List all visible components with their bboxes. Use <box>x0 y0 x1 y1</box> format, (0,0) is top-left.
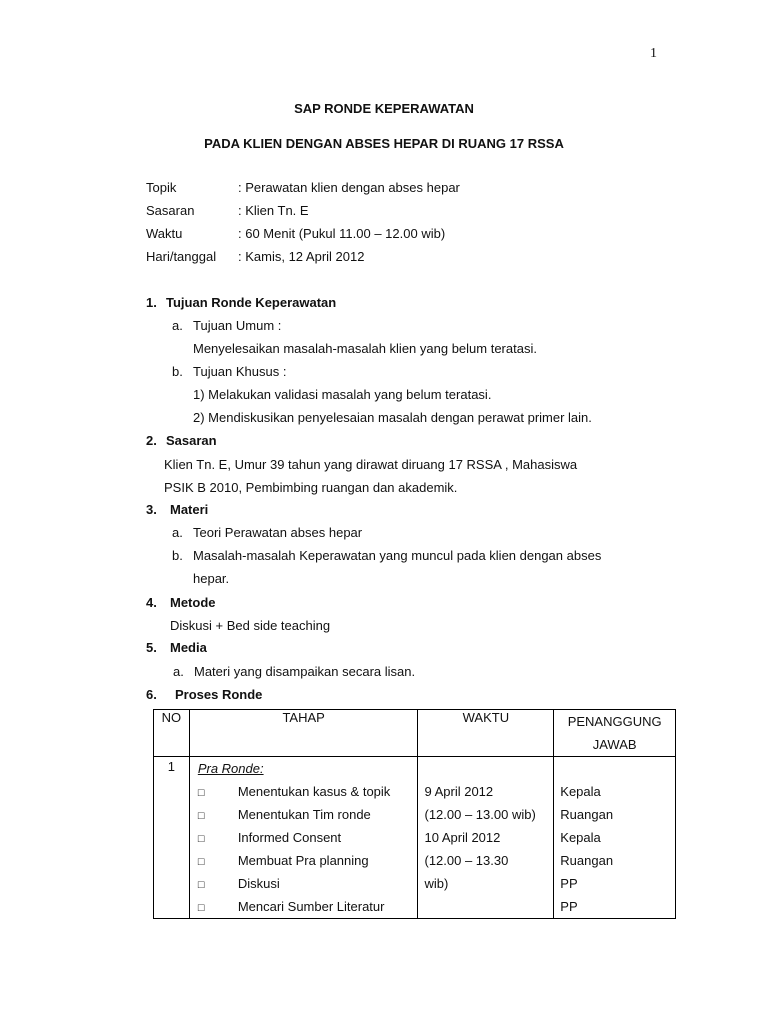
row-penanggung-jawab <box>554 757 676 919</box>
page-number: 1 <box>650 46 657 61</box>
waktu-line: 10 April 2012 <box>424 830 501 845</box>
section-6-title: Proses Ronde <box>175 687 263 702</box>
section-3b-marker: b. <box>172 548 183 563</box>
list-item-text: Mencari Sumber Literatur <box>237 899 385 914</box>
list-item-text: Menentukan kasus & topik <box>237 784 391 799</box>
list-item-text: Informed Consent <box>237 830 342 845</box>
list-item <box>198 895 418 918</box>
row-tahap <box>189 757 418 919</box>
section-5a-marker: a. <box>173 664 184 679</box>
section-3a-marker: a. <box>172 525 183 540</box>
list-item-text: Diskusi <box>237 876 280 891</box>
waktu-line: (12.00 – 13.30 <box>424 853 509 868</box>
section-2-number: 2. <box>146 433 157 448</box>
header-pj-line-1: PENANGGUNG <box>567 714 662 729</box>
list-item <box>198 780 418 803</box>
checkbox-bullet-icon: □ <box>197 879 205 891</box>
section-1a-marker: a. <box>172 318 183 333</box>
section-1-number: 1. <box>146 295 157 310</box>
row-no: 1 <box>154 757 190 919</box>
section-1b-heading: Tujuan Khusus : <box>193 364 287 379</box>
checkbox-bullet-icon: □ <box>197 810 205 822</box>
section-1b-marker: b. <box>172 364 183 379</box>
document-subtitle: PADA KLIEN DENGAN ABSES HEPAR DI RUANG 17 RSSA <box>204 136 564 151</box>
header-pj-line-2: JAWAB <box>592 737 637 752</box>
info-topik-value: : Perawatan klien dengan abses hepar <box>238 180 460 195</box>
checkbox-bullet-icon: □ <box>197 833 205 845</box>
section-4-title: Metode <box>170 595 216 610</box>
section-4-text: Diskusi + Bed side teaching <box>170 618 331 633</box>
section-4-number: 4. <box>146 595 157 610</box>
info-waktu-value: : 60 Menit (Pukul 11.00 – 12.00 wib) <box>238 226 446 241</box>
table-header-row <box>154 710 676 757</box>
section-1b-item-2: 2) Mendiskusikan penyelesaian masalah dengan perawat primer lain. <box>193 410 592 425</box>
list-item <box>198 872 418 895</box>
section-1a-heading: Tujuan Umum : <box>193 318 282 333</box>
list-item <box>198 849 418 872</box>
pj-line: Kepala <box>560 784 601 799</box>
section-6-number: 6. <box>146 687 157 702</box>
section-3b-text-cont: hepar. <box>193 571 230 586</box>
section-3-number: 3. <box>146 502 157 517</box>
pj-line: Kepala <box>560 830 601 845</box>
list-item-text: Membuat Pra planning <box>237 853 369 868</box>
section-2-title: Sasaran <box>166 433 217 448</box>
header-no: NO <box>154 710 190 757</box>
waktu-line: wib) <box>424 876 449 891</box>
info-waktu-label: Waktu <box>146 226 183 241</box>
checkbox-bullet-icon: □ <box>197 787 205 799</box>
pj-line: PP <box>560 899 578 914</box>
phase-label: Pra Ronde: <box>197 761 264 776</box>
header-waktu: WAKTU <box>418 710 554 757</box>
checkbox-bullet-icon: □ <box>197 902 205 914</box>
info-sasaran-value: : Klien Tn. E <box>238 203 309 218</box>
document-title: SAP RONDE KEPERAWATAN <box>294 101 474 116</box>
header-tahap: TAHAP <box>189 710 418 757</box>
info-sasaran-label: Sasaran <box>146 203 195 218</box>
pj-spacer <box>560 757 675 780</box>
waktu-spacer <box>424 757 553 780</box>
row-waktu <box>418 757 554 919</box>
list-item-text: Menentukan Tim ronde <box>237 807 371 822</box>
section-3b-text: Masalah-masalah Keperawatan yang muncul pada klien dengan abses <box>193 548 602 563</box>
section-3-title: Materi <box>170 502 209 517</box>
info-hari-value: : Kamis, 12 April 2012 <box>238 249 365 264</box>
section-1-title: Tujuan Ronde Keperawatan <box>166 295 337 310</box>
proses-ronde-table <box>153 709 676 919</box>
section-1b-item-1: 1) Melakukan validasi masalah yang belum teratasi. <box>193 387 492 402</box>
info-hari-label: Hari/tanggal <box>146 249 217 264</box>
header-penanggung-jawab <box>554 710 676 757</box>
section-3a-text: Teori Perawatan abses hepar <box>193 525 363 540</box>
waktu-line <box>424 895 553 918</box>
list-item <box>198 826 418 849</box>
info-topik-label: Topik <box>146 180 177 195</box>
section-2-line-2: PSIK B 2010, Pembimbing ruangan dan akademik. <box>164 480 458 495</box>
section-5-title: Media <box>170 640 207 655</box>
section-2-line-1: Klien Tn. E, Umur 39 tahun yang dirawat diruang 17 RSSA , Mahasiswa <box>164 457 578 472</box>
table-row <box>154 757 676 919</box>
section-1a-body: Menyelesaikan masalah-masalah klien yang belum teratasi. <box>193 341 537 356</box>
pj-line: Ruangan <box>560 853 614 868</box>
waktu-line: 9 April 2012 <box>424 784 494 799</box>
pj-line: Ruangan <box>560 807 614 822</box>
waktu-line: (12.00 – 13.00 wib) <box>424 807 536 822</box>
section-5-number: 5. <box>146 640 157 655</box>
pj-line: PP <box>560 876 578 891</box>
list-item <box>198 803 418 826</box>
checkbox-bullet-icon: □ <box>197 856 205 868</box>
section-5a-text: Materi yang disampaikan secara lisan. <box>194 664 416 679</box>
